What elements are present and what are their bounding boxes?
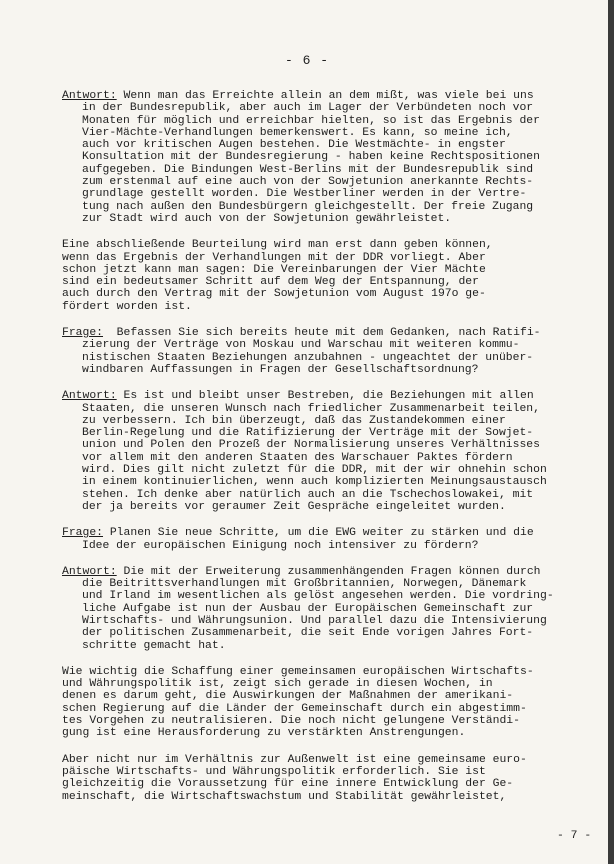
line-text: wenn das Ergebnis der Verhandlungen mit der DDR vorliegt. Aber — [62, 251, 486, 264]
next-page-indicator: - 7 - — [557, 830, 592, 842]
text-line — [62, 590, 572, 602]
text-line — [62, 364, 572, 376]
text-line — [62, 578, 572, 590]
answer-block — [62, 90, 572, 225]
line-text: Vier-Mächte-Verhandlungen bemerkenswert. Es kann, so meine ich, — [82, 126, 513, 139]
line-text: tung nach außen den Bundesbürgern gleichgestellt. Der freie Zugang — [82, 200, 534, 213]
text-line — [62, 615, 572, 627]
line-text: stehen. Ich denke aber natürlich auch an die Tschechoslowakei, mit — [82, 488, 534, 501]
line-text: aufgegeben. Die Bindungen West-Berlins mit der Bundesrepublik sind — [82, 163, 534, 176]
line-text: Die mit der Erweiterung zusammenhängenden Fragen können durch — [116, 565, 541, 578]
text-line — [62, 439, 572, 451]
paragraph-block — [62, 239, 572, 313]
document-body — [62, 90, 572, 817]
line-text: Idee der europäischen Einigung noch intensiver zu fördern? — [82, 539, 479, 552]
paragraph-block — [62, 754, 572, 803]
answer-block — [62, 566, 572, 652]
text-line — [62, 90, 572, 102]
text-line — [62, 327, 572, 339]
text-line — [62, 176, 572, 188]
page-number: - 6 - — [284, 53, 329, 68]
line-text: auch durch den Vertrag mit der Sowjetunion vom August 197o ge- — [62, 288, 486, 301]
answer-label: Antwort: — [62, 390, 117, 403]
text-line — [62, 778, 572, 790]
question-block — [62, 527, 572, 552]
text-line — [62, 352, 572, 364]
line-text: in der Bundesrepublik, aber auch im Lager der Verbündeten noch vor — [82, 102, 534, 115]
line-text: grundlage gestellt worden. Die Westberliner werden in der Vertre- — [82, 188, 527, 201]
line-text: päische Wirtschafts- und Währungspolitik erforderlich. Sie ist — [62, 765, 486, 778]
answer-block — [62, 390, 572, 513]
line-text: zierung der Verträge von Moskau und Warschau mit weiteren kommu- — [82, 339, 520, 352]
line-text: Konsultation mit der Bundesregierung - haben keine Rechtspositionen — [82, 151, 540, 164]
line-text: meinschaft, die Wirtschaftswachstum und Stabilität gewährleistet, — [62, 790, 507, 803]
line-text: wird. Dies gilt nicht zuletzt für die DDR, mit der wir ohnehin schon — [82, 464, 547, 477]
text-line — [62, 403, 572, 415]
text-line — [62, 501, 572, 513]
line-text: union und Polen den Prozeß der Normalisierung unseres Verhältnisses — [82, 439, 540, 452]
line-text: denen es darum geht, die Auswirkungen der Maßnahmen der amerikani- — [62, 690, 514, 703]
text-line — [62, 102, 572, 114]
line-text: Befassen Sie sich bereits heute mit dem Gedanken, nach Ratifi- — [103, 327, 541, 340]
question-label: Frage: — [62, 327, 104, 340]
text-line — [62, 115, 572, 127]
line-text: der ja bereits vor geraumer Zeit Gespräche eingeleitet wurden. — [82, 500, 506, 513]
text-line — [62, 452, 572, 464]
line-text: nistischen Staaten Beziehungen anzubahnen - ungeachtet der unüber- — [82, 351, 534, 364]
text-line — [62, 164, 572, 176]
line-text: Eine abschließende Beurteilung wird man erst dann geben können, — [62, 239, 493, 252]
line-text: tes Vorgehen zu neutralisieren. Die noch nicht gelungene Verständi- — [62, 715, 520, 728]
line-text: der politischen Zusammenarbeit, die seit Ende vorigen Jahres Fort- — [82, 627, 534, 640]
line-text: Staaten, die unseren Wunsch nach friedlicher Zusammenarbeit teilen, — [82, 402, 540, 415]
text-line — [62, 188, 572, 200]
text-line — [62, 288, 572, 300]
text-line — [62, 415, 572, 427]
line-text: sind ein bedeutsamer Schritt auf dem Weg der Entspannung, der — [62, 276, 479, 289]
text-line — [62, 127, 572, 139]
text-line — [62, 715, 572, 727]
text-line — [62, 540, 572, 552]
line-text: in einem kontinuierlichen, wenn auch komplizierten Meinungsaustausch — [82, 476, 547, 489]
text-line — [62, 252, 572, 264]
answer-label: Antwort: — [62, 90, 117, 102]
text-line — [62, 201, 572, 213]
text-line — [62, 213, 572, 225]
line-text: schen Regierung auf die Länder der Gemeinschaft durch ein abgestimm- — [62, 702, 527, 715]
text-line — [62, 239, 572, 251]
text-line — [62, 678, 572, 690]
line-text: gung ist eine Herausforderung zu verstärkten Anstrengungen. — [62, 727, 466, 740]
line-text: und Währungspolitik ist, zeigt sich gerade in diesen Wochen, in — [62, 678, 493, 691]
question-label: Frage: — [62, 527, 104, 540]
text-line — [62, 427, 572, 439]
text-line — [62, 301, 572, 313]
line-text: fördert worden ist. — [62, 300, 192, 313]
text-line — [62, 390, 572, 402]
question-block — [62, 327, 572, 376]
line-text: Aber nicht nur im Verhältnis zur Außenwelt ist eine gemeinsame euro- — [62, 753, 527, 766]
line-text: Berlin-Regelung und die Ratifizierung der Verträge mit der Sowjet- — [82, 427, 534, 440]
text-line — [62, 339, 572, 351]
line-text: zu verbessern. Ich bin überzeugt, daß das Zustandekommen einer — [82, 414, 506, 427]
text-line — [62, 690, 572, 702]
line-text: auch vor kritischen Augen bestehen. Die Westmächte- in engster — [82, 139, 506, 152]
text-line — [62, 527, 572, 539]
line-text: und Irland im wesentlichen als gelöst angesehen werden. Die vordring- — [82, 590, 554, 603]
scan-edge — [608, 0, 614, 864]
paragraph-block — [62, 666, 572, 740]
line-text: Monaten für möglich und erreichbar hielten, so ist das Ergebnis der — [82, 114, 540, 127]
line-text: windbaren Auffassungen in Fragen der Gesellschaftsordnung? — [82, 363, 479, 376]
text-line — [62, 640, 572, 652]
text-line — [62, 727, 572, 739]
line-text: zum erstenmal auf eine auch von der Sowjetunion anerkannte Rechts- — [82, 176, 534, 189]
text-line — [62, 766, 572, 778]
answer-label: Antwort: — [62, 565, 117, 578]
text-line — [62, 754, 572, 766]
line-text: Wirtschafts- und Währungsunion. Und parallel dazu die Intensivierung — [82, 614, 547, 627]
line-text: liche Aufgabe ist nun der Ausbau der Europäischen Gemeinschaft zur — [82, 602, 534, 615]
text-line — [62, 464, 572, 476]
line-text: zur Stadt wird auch von der Sowjetunion gewährleistet. — [82, 212, 452, 225]
line-text: Wie wichtig die Schaffung einer gemeinsamen europäischen Wirtschafts- — [62, 665, 534, 678]
text-line — [62, 276, 572, 288]
text-line — [62, 489, 572, 501]
text-line — [62, 264, 572, 276]
line-text: die Beitrittsverhandlungen mit Großbritannien, Norwegen, Dänemark — [82, 578, 527, 591]
text-line — [62, 627, 572, 639]
text-line — [62, 476, 572, 488]
line-text: vor allem mit den anderen Staaten des Warschauer Paktes fördern — [82, 451, 513, 464]
line-text: Wenn man das Erreichte allein an dem mißt, was viele bei uns — [116, 90, 534, 102]
text-line — [62, 791, 572, 803]
text-line — [62, 603, 572, 615]
text-line — [62, 703, 572, 715]
line-text: Es ist und bleibt unser Bestreben, die Beziehungen mit allen — [116, 390, 534, 403]
line-text: schritte gemacht hat. — [82, 639, 226, 652]
line-text: Planen Sie neue Schritte, um die EWG weiter zu stärken und die — [103, 527, 534, 540]
line-text: schon jetzt kann man sagen: Die Vereinbarungen der Vier Mächte — [62, 263, 486, 276]
line-text: gleichzeitig die Voraussetzung für eine innere Entwicklung der Ge- — [62, 778, 514, 791]
text-line — [62, 666, 572, 678]
text-line — [62, 151, 572, 163]
text-line — [62, 139, 572, 151]
text-line — [62, 566, 572, 578]
